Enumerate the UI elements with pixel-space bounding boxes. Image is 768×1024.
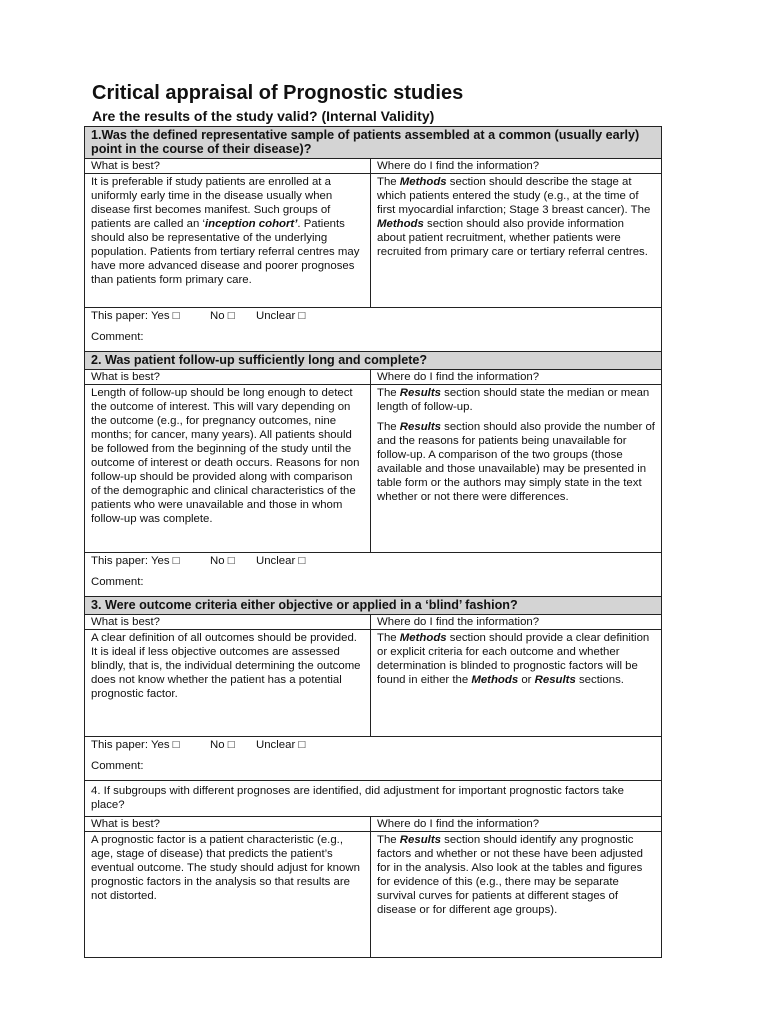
q4-where-text: The — [377, 834, 400, 846]
q3-where-text-4: sections. — [575, 674, 624, 686]
q4-where-emphasis: Results — [399, 834, 441, 846]
q2-where-text-a2: section should state the median or mean length of follow-up. — [377, 387, 650, 413]
q3-best-cell: A clear definition of all outcomes should be provided. It is ideal if less objective outcomes are assessed blindly, that is, the individual determining the outcome does not know whether the patient has a potential prognostic factor. — [85, 630, 371, 737]
q1-yes-checkbox[interactable]: This paper: Yes □ — [91, 310, 180, 322]
q1-best-text: It is preferable if study patients are enrolled at a uniformly early time in the disease usually when disease first becomes manifest. Such groups of patients are called an ‘ — [91, 176, 333, 230]
q3-where-cell — [371, 630, 662, 737]
q1-answer-row — [85, 308, 662, 352]
q2-where-text-a: The — [377, 387, 400, 399]
where-header: Where do I find the information? — [371, 159, 662, 174]
q3-yes-checkbox[interactable]: This paper: Yes □ — [91, 739, 180, 751]
what-is-best-header: What is best? — [85, 159, 371, 174]
q2-answer-row — [85, 553, 662, 597]
q3-answer-row — [85, 737, 662, 781]
question-4-content-row — [85, 832, 662, 958]
q1-where-emphasis-2: Methods — [377, 218, 424, 230]
q3-where-emphasis-2: Methods — [471, 674, 519, 686]
q4-where-text-2: section should identify any prognostic factors and whether or not these have been adjusted for in the analysis. Also look at the tables and figures for evidence of this (e.g., there may be separate survival curves for patients at different stages of disease or for different age groups). — [377, 834, 643, 916]
q1-best-text-cont: . Patients should also be representative of the underlying population. Patients from tertiary referral centres may have more advanced disease and poorer prognoses than patients form primary care. — [91, 218, 360, 286]
q2-no-checkbox[interactable]: No □ — [210, 555, 235, 567]
q2-comment-label: Comment: — [91, 576, 144, 588]
q1-best-cell — [85, 174, 371, 308]
header-row — [85, 370, 662, 385]
q1-where-text-2: section should describe the stage at which patients entered the study (e.g., at the time of first myocardial infarction; Stage 3 breast cancer). The — [377, 176, 651, 216]
q3-where-emphasis-1: Methods — [399, 632, 447, 644]
q1-where-text: The — [377, 176, 400, 188]
appraisal-table — [84, 126, 662, 958]
question-3: 3. Were outcome criteria either objective or applied in a ‘blind’ fashion? — [85, 597, 662, 615]
header-row — [85, 817, 662, 832]
q3-comment-label: Comment: — [91, 760, 144, 772]
q2-where-text-b: The — [377, 421, 400, 433]
header-row — [85, 615, 662, 630]
question-1-row — [85, 127, 662, 159]
section-subtitle: Are the results of the study valid? (Internal Validity) — [92, 108, 435, 124]
question-4-row — [85, 781, 662, 817]
q1-where-text-3: section should also provide information about patient recruitment, whether patients were recruited from primary care or tertiary referral centres. — [377, 218, 648, 258]
question-2-content-row — [85, 385, 662, 553]
q2-where-cell — [371, 385, 662, 553]
q3-where-text: The — [377, 632, 400, 644]
q2-where-emphasis-a: Results — [399, 387, 441, 399]
q1-answer-cell — [85, 308, 662, 352]
where-header: Where do I find the information? — [371, 817, 662, 832]
question-3-row — [85, 597, 662, 615]
q2-yes-checkbox[interactable]: This paper: Yes □ — [91, 555, 180, 567]
q3-unclear-checkbox[interactable]: Unclear □ — [256, 739, 306, 751]
what-is-best-header: What is best? — [85, 615, 371, 630]
question-4: 4. If subgroups with different prognoses are identified, did adjustment for important prognostic factors take place? — [85, 781, 662, 817]
q3-where-text-3: or — [518, 674, 535, 686]
question-2: 2. Was patient follow-up sufficiently long and complete? — [85, 352, 662, 370]
q4-best-cell: A prognostic factor is a patient characteristic (e.g., age, stage of disease) that predicts the patient’s eventual outcome. The study should adjust for known prognostic factors in the analysis so that results are not distorted. — [85, 832, 371, 958]
where-header: Where do I find the information? — [371, 370, 662, 385]
where-header: Where do I find the information? — [371, 615, 662, 630]
page-title: Critical appraisal of Prognostic studies — [92, 82, 464, 104]
header-row — [85, 159, 662, 174]
q2-unclear-checkbox[interactable]: Unclear □ — [256, 555, 306, 567]
q2-best-cell: Length of follow-up should be long enough to detect the outcome of interest. This will vary depending on the outcome (e.g., for pregnancy outcomes, nine months; for cancer, many years). All patients should be followed from the beginning of the study until the outcome of interest or death occurs. Reasons for non follow-up should be provided along with comparison of the demographic and clinical characteristics of the patients who were unavailable and those in whom follow-up was complete. — [85, 385, 371, 553]
q1-best-emphasis: inception cohort’ — [204, 218, 298, 230]
question-1-content-row — [85, 174, 662, 308]
q4-where-cell — [371, 832, 662, 958]
what-is-best-header: What is best? — [85, 370, 371, 385]
q3-where-emphasis-3: Results — [534, 674, 576, 686]
question-3-content-row — [85, 630, 662, 737]
q3-answer-cell — [85, 737, 662, 781]
question-2-row — [85, 352, 662, 370]
q3-where-text-2: section should provide a clear definition or explicit criteria for each outcome and whether determination is blinded to prognostic factors will be found in either the — [377, 632, 650, 686]
q2-where-text-b2: section should also provide the number of and the reasons for patients being unavailable for follow-up. A comparison of the two groups (those available and those unavailable) may be presented in table form or the authors may simply state in the text whether or not there were differences. — [377, 421, 655, 503]
q1-unclear-checkbox[interactable]: Unclear □ — [256, 310, 306, 322]
q1-where-cell — [371, 174, 662, 308]
q1-no-checkbox[interactable]: No □ — [210, 310, 235, 322]
q1-where-emphasis-1: Methods — [399, 176, 447, 188]
what-is-best-header: What is best? — [85, 817, 371, 832]
question-1: 1.Was the defined representative sample of patients assembled at a common (usually early) point in the course of their disease)? — [85, 127, 662, 159]
q1-comment-label: Comment: — [91, 331, 144, 343]
q2-where-emphasis-b: Results — [399, 421, 441, 433]
q2-answer-cell — [85, 553, 662, 597]
q3-no-checkbox[interactable]: No □ — [210, 739, 235, 751]
